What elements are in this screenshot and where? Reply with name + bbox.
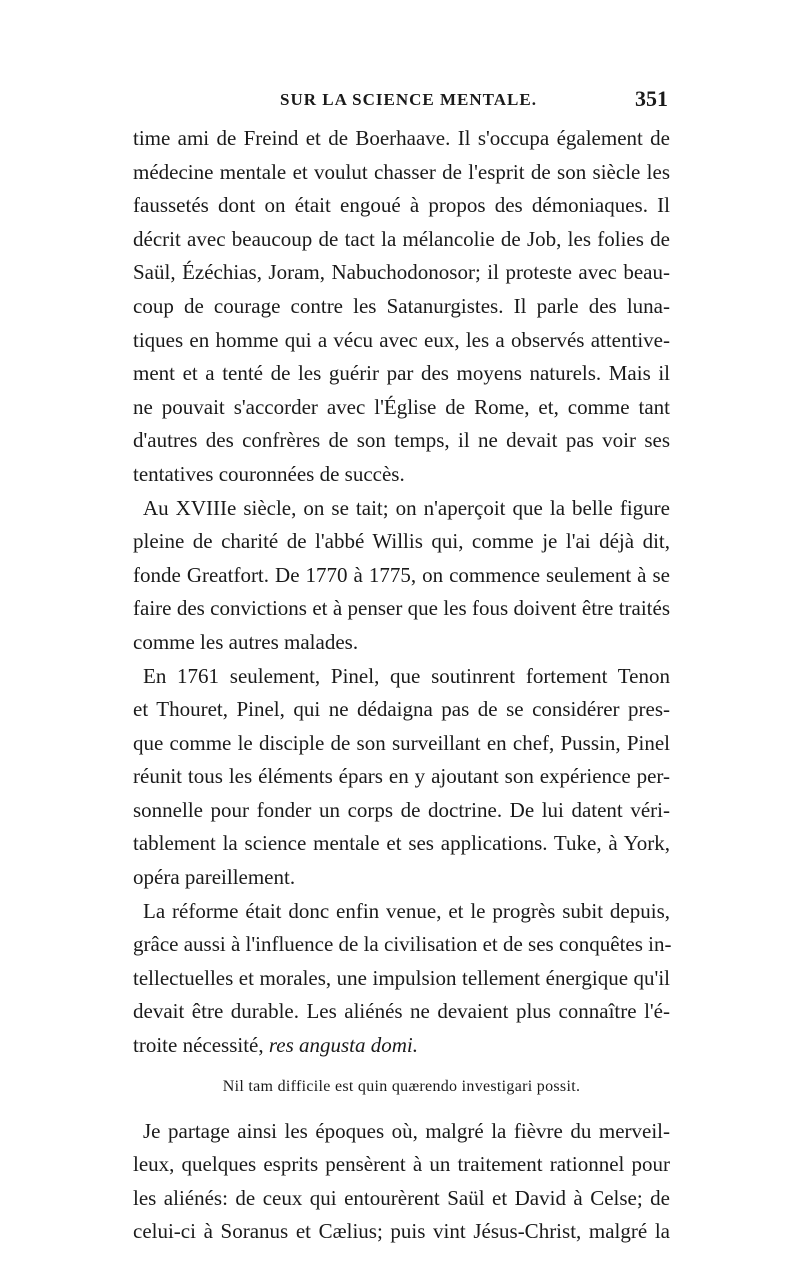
paragraph-1: [133, 122, 670, 492]
text-line: les aliénés: de ceux qui entourèrent Saül et David à Celse; de: [133, 1185, 670, 1210]
epigraph: Nil tam difficile est quin quærendo investigari possit.: [222, 1077, 581, 1095]
text-line: tablement la science mentale et ses applications. Tuke, à York,: [133, 831, 670, 856]
text-line: devait être durable. Les aliénés ne devaient plus connaître l'é-: [133, 999, 670, 1024]
text-line: time ami de Freind et de Boerhaave. Il s'occupa également de: [133, 126, 670, 150]
page-number: 351: [635, 86, 668, 111]
text-line: fonde Greatfort. De 1770 à 1775, on commence seulement à se: [133, 562, 670, 587]
text-line: réunit tous les éléments épars en y ajoutant son expérience per-: [133, 764, 670, 789]
text-line: Au XVIIIe siècle, on se tait; on n'aperçoit que la belle figure: [143, 495, 670, 520]
paragraph-4: [133, 895, 670, 1063]
text-line: décrit avec beaucoup de tact la mélancolie de Job, les folies de: [133, 226, 670, 251]
text-line: que comme le disciple de son surveillant en chef, Pussin, Pinel: [133, 730, 670, 755]
text-line: faire des convictions et à penser que les fous doivent être traités: [133, 596, 670, 621]
text-fragment: troite nécessité,: [133, 1033, 264, 1058]
running-head: SUR LA SCIENCE MENTALE.: [280, 90, 537, 109]
paragraph-3: [133, 660, 670, 895]
text-line: tiques en homme qui a vécu avec eux, les a observés attentive-: [133, 327, 670, 352]
latin-phrase: res angusta domi.: [268, 1033, 419, 1058]
text-line: celui-ci à Soranus et Cælius; puis vint Jésus-Christ, malgré la: [133, 1219, 670, 1244]
text-line: pleine de charité de l'abbé Willis qui, comme je l'ai déjà dit,: [133, 529, 670, 554]
text-line: coup de courage contre les Satanurgistes. Il parle des luna-: [133, 293, 670, 318]
text-line: Saül, Ézéchias, Joram, Nabuchodonosor; il proteste avec beau-: [133, 260, 670, 285]
text-line: faussetés dont on était engoué à propos des démoniaques. Il: [133, 193, 670, 218]
text-line: sonnelle pour fonder un corps de doctrine. De lui datent véri-: [133, 797, 670, 822]
text-line: médecine mentale et voulut chasser de l'esprit de son siècle les: [133, 159, 670, 184]
text-line: comme les autres malades.: [133, 629, 359, 654]
text-line: opéra pareillement.: [133, 865, 296, 890]
text-line: leux, quelques esprits pensèrent à un traitement rationnel pour: [133, 1152, 670, 1177]
text-line: Je partage ainsi les époques où, malgré la fièvre du merveil-: [143, 1118, 670, 1143]
text-line: ment et a tenté de les guérir par des moyens naturels. Mais il: [133, 361, 670, 386]
text-line: [133, 1029, 670, 1063]
text-line: tentatives couronnées de succès.: [133, 461, 405, 486]
text-line: grâce aussi à l'influence de la civilisation et de ses conquêtes in-: [133, 932, 672, 957]
text-line: tellectuelles et morales, une impulsion tellement énergique qu'il: [133, 965, 670, 990]
text-line: En 1761 seulement, Pinel, que soutinrent fortement Tenon: [143, 663, 670, 688]
text-line: ne pouvait s'accorder avec l'Église de Rome, et, comme tant: [133, 394, 670, 419]
text-line: et Thouret, Pinel, qui ne dédaigna pas de se considérer pres-: [133, 697, 670, 722]
page-header: [133, 84, 670, 122]
text-line: d'autres des confrères de son temps, il ne devait pas voir ses: [133, 428, 670, 453]
paragraph-5: [133, 1115, 670, 1249]
book-page: [133, 84, 670, 1249]
paragraph-2: [133, 492, 670, 660]
text-line: La réforme était donc enfin venue, et le progrès subit depuis,: [143, 898, 670, 923]
